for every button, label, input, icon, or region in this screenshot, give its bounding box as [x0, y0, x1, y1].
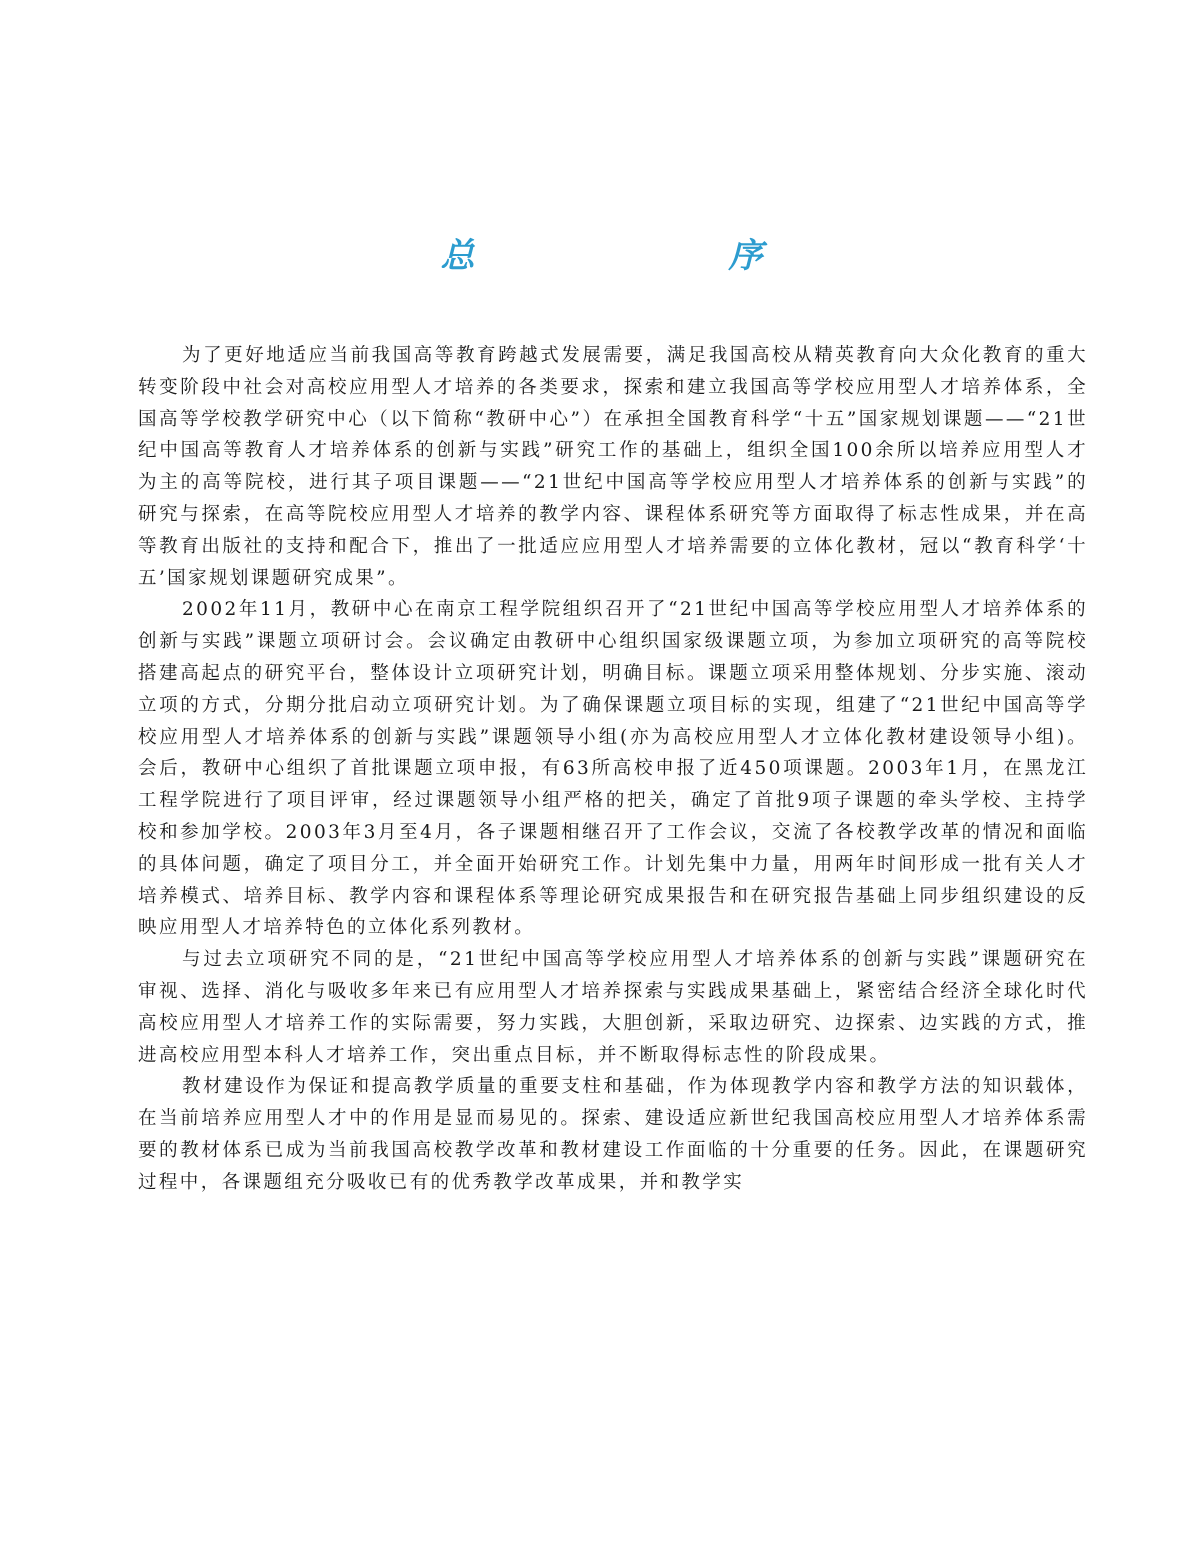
paragraph-4: 教材建设作为保证和提高教学质量的重要支柱和基础，作为体现教学内容和教学方法的知识载体，在当前培养应用型人才中的作用是显而易见的。探索、建设适应新世纪我国高校应用型人才培养体系需要的教材体系已成为当前我国高校教学改革和教材建设工作面临的十分重要的任务。因此，在课题研究过程中，各课题组充分吸收已有的优秀教学改革成果，并和教学实 [138, 1076, 1088, 1193]
paragraph-1: 为了更好地适应当前我国高等教育跨越式发展需要，满足我国高校从精英教育向大众化教育的重大转变阶段中社会对高校应用型人才培养的各类要求，探索和建立我国高等学校应用型人才培养体系，全国高等学校教学研究中心（以下简称“教研中心”）在承担全国教育科学“十五”国家规划课题——“21世纪中国高等教育人才培养体系的创新与实践”研究工作的基础上，组织全国100余所以培养应用型人才为主的高等院校，进行其子项目课题——“21世纪中国高等学校应用型人才培养体系的创新与实践”的研究与探索，在高等院校应用型人才培养的教学内容、课程体系研究等方面取得了标志性成果，并在高等教育出版社的支持和配合下，推出了一批适应应用型人才培养需要的立体化教材，冠以“教育科学‘十五’国家规划课题研究成果”。 [138, 345, 1088, 589]
page-title: 总 序 [440, 236, 873, 276]
paragraph-2: 2002年11月，教研中心在南京工程学院组织召开了“21世纪中国高等学校应用型人才培养体系的创新与实践”课题立项研讨会。会议确定由教研中心组织国家级课题立项，为参加立项研究的高等院校搭建高起点的研究平台，整体设计立项研究计划，明确目标。课题立项采用整体规划、分步实施、滚动立项的方式，分期分批启动立项研究计划。为了确保课题立项目标的实现，组建了“21世纪中国高等学校应用型人才培养体系的创新与实践”课题领导小组(亦为高校应用型人才立体化教材建设领导小组)。会后，教研中心组织了首批课题立项申报，有63所高校申报了近450项课题。2003年1月，在黑龙江工程学院进行了项目评审，经过课题领导小组严格的把关，确定了首批9项子课题的牵头学校、主持学校和参加学校。2003年3月至4月，各子课题相继召开了工作会议，交流了各校教学改革的情况和面临的具体问题，确定了项目分工，并全面开始研究工作。计划先集中力量，用两年时间形成一批有关人才培养模式、培养目标、教学内容和课程体系等理论研究成果报告和在研究报告基础上同步组织建设的反映应用型人才培养特色的立体化系列教材。 [138, 599, 1088, 939]
body-text [138, 340, 1088, 1199]
paragraph-3: 与过去立项研究不同的是，“21世纪中国高等学校应用型人才培养体系的创新与实践”课题研究在审视、选择、消化与吸收多年来已有应用型人才培养探索与实践成果基础上，紧密结合经济全球化时代高校应用型人才培养工作的实际需要，努力实践，大胆创新，采取边研究、边探索、边实践的方式，推进高校应用型本科人才培养工作，突出重点目标，并不断取得标志性的阶段成果。 [138, 949, 1088, 1066]
